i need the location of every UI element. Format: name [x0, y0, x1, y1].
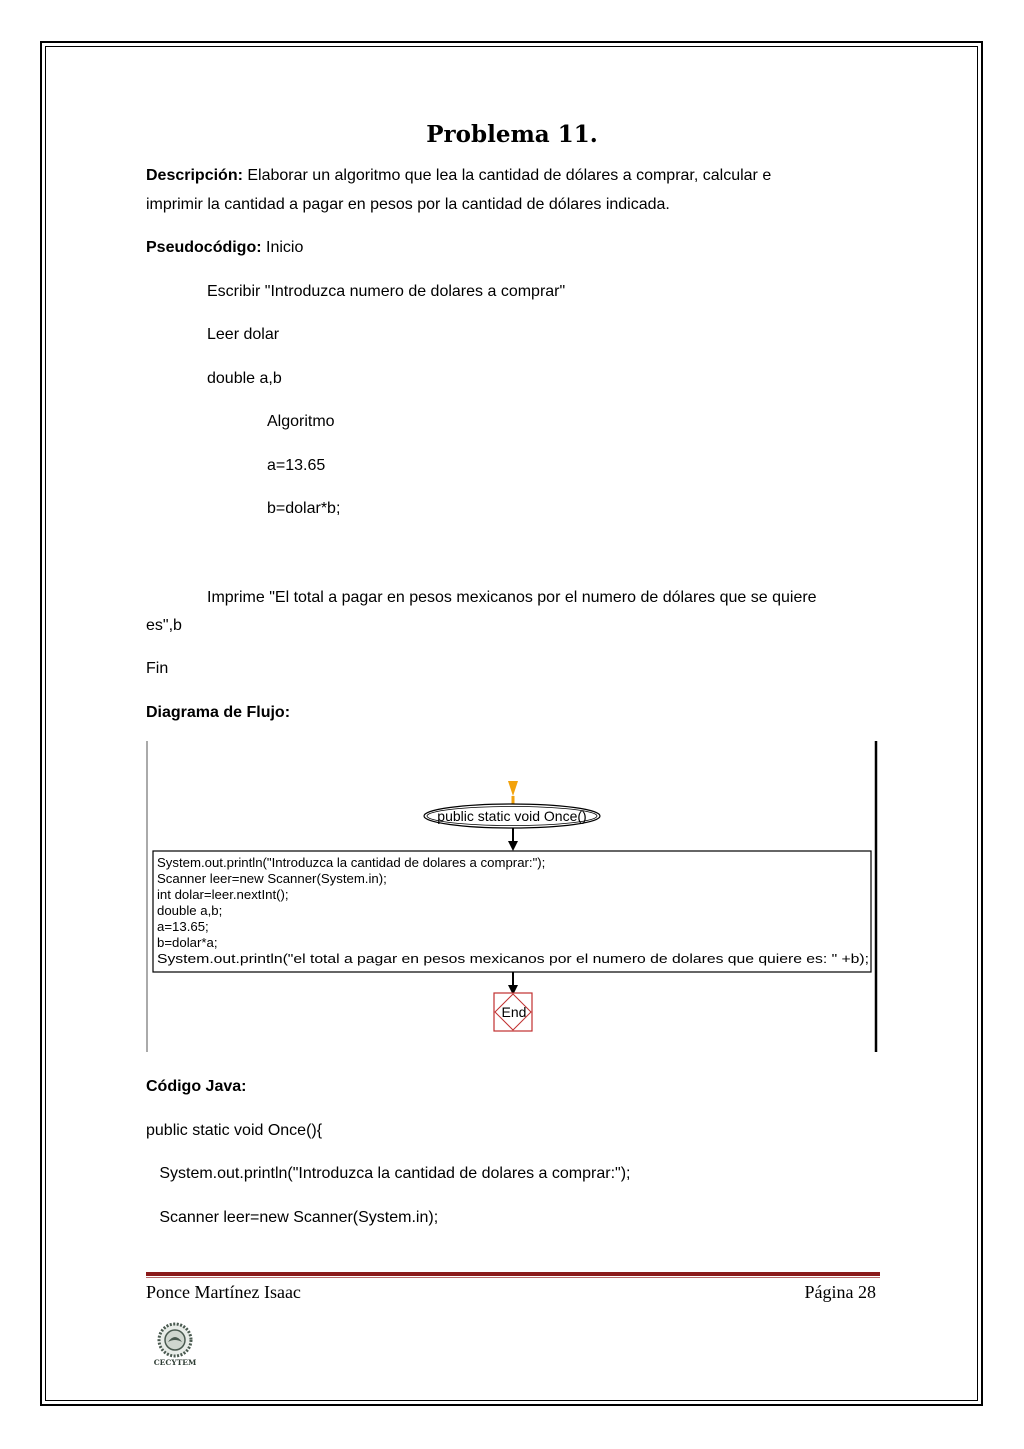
pseudocode-line: Leer dolar: [207, 326, 280, 343]
process-line: a=13.65;: [157, 919, 209, 934]
cecytem-logo: [144, 1322, 206, 1368]
pseudocode-line: double a,b: [207, 370, 282, 387]
arrow-icon: [508, 841, 518, 851]
java-code-line: System.out.println("Introduzca la cantidad de dolares a comprar:");: [146, 1165, 631, 1182]
java-label: Código Java:: [146, 1078, 247, 1095]
process-line: System.out.println("el total a pagar en pesos mexicanos por el numero de dolares que quiere es: " +b);: [157, 951, 869, 966]
footer-rule: [146, 1272, 880, 1276]
end-node-label: End: [501, 1004, 527, 1020]
pseudocode-label: Pseudocódigo:: [146, 239, 262, 256]
process-line: int dolar=leer.nextInt();: [157, 887, 289, 902]
start-arrow-icon: [508, 781, 518, 796]
page-title: Problema 11.: [426, 121, 598, 148]
pseudocode-start: Inicio: [261, 239, 304, 256]
description-text-1: Elaborar un algoritmo que lea la cantidad de dólares a comprar, calcular e: [242, 167, 772, 184]
pseudocode-line: es",b: [146, 617, 182, 634]
java-code-line: Scanner leer=new Scanner(System.in);: [146, 1209, 439, 1226]
pseudocode-line: Imprime "El total a pagar en pesos mexicanos por el numero de dólares que se quiere: [207, 589, 817, 606]
process-line: System.out.println("Introduzca la cantidad de dolares a comprar:");: [157, 855, 546, 870]
description-line-1: [146, 166, 771, 186]
process-line: b=dolar*a;: [157, 935, 218, 950]
footer-rule-thin: [146, 1277, 880, 1278]
flowchart-label: Diagrama de Flujo:: [146, 704, 291, 721]
pseudocode-line: Fin: [146, 660, 169, 677]
start-node-label: public static void Once(): [437, 808, 587, 824]
footer-author: Ponce Martínez Isaac: [146, 1282, 301, 1302]
pseudocode-header: [146, 238, 303, 258]
java-code-line: public static void Once(){: [146, 1122, 323, 1139]
pseudocode-line: a=13.65: [267, 457, 326, 474]
description-line-2: imprimir la cantidad a pagar en pesos por la cantidad de dólares indicada.: [146, 196, 670, 213]
footer-page-number: Página 28: [804, 1282, 876, 1302]
pseudocode-line: Escribir "Introduzca numero de dolares a comprar": [207, 283, 566, 300]
pseudocode-line: Algoritmo: [267, 413, 335, 430]
process-line: double a,b;: [157, 903, 223, 918]
flowchart-diagram: [146, 741, 878, 1052]
pseudocode-line: b=dolar*b;: [267, 500, 341, 517]
description-label: Descripción:: [146, 167, 243, 184]
svg-text:CECYTEM: CECYTEM: [153, 1358, 197, 1367]
process-line: Scanner leer=new Scanner(System.in);: [157, 871, 387, 886]
